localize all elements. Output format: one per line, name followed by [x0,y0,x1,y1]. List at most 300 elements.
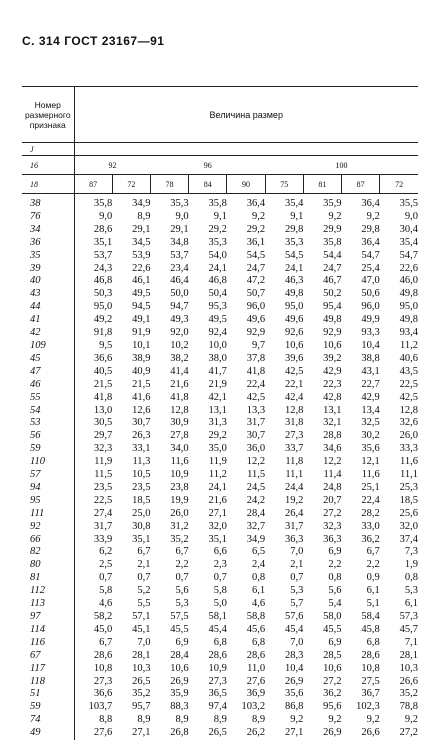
table-cell: 49,2 [74,314,112,327]
table-row [22,663,418,676]
table-cell: 5,0 [189,598,227,611]
table-cell: 24,8 [303,482,341,495]
table-cell: 32,7 [227,521,265,534]
row-key: 47 [22,366,74,379]
table-cell: 0,7 [112,572,150,585]
table-cell: 54,5 [227,250,265,263]
table-cell: 57,3 [380,611,418,624]
table-cell: 30,2 [342,430,380,443]
row-key: 54 [22,405,74,418]
table-cell: 27,1 [189,508,227,521]
table-cell: 27,6 [227,676,265,689]
table-cell: 28,4 [150,650,188,663]
table-cell: 2,4 [227,559,265,572]
table-cell: 32,3 [303,521,341,534]
row-key: 67 [22,650,74,663]
row-key: 94 [22,482,74,495]
table-row [22,701,418,714]
table-cell: 42,5 [227,392,265,405]
table-cell: 2,1 [265,559,303,572]
row-key: 82 [22,546,74,559]
table-row [22,301,418,314]
table-row [22,637,418,650]
page-header: С. 314 ГОСТ 23167—91 [22,34,164,48]
table-row [22,585,418,598]
table-cell: 27,8 [150,430,188,443]
table-cell: 34,9 [227,534,265,547]
table-cell: 50,2 [303,288,341,301]
table-cell: 43,1 [342,366,380,379]
table-cell: 13,1 [303,405,341,418]
table-cell: 26,9 [150,676,188,689]
table-cell: 46,8 [74,275,112,288]
table-cell: 6,5 [227,546,265,559]
row-key: 41 [22,314,74,327]
table-cell: 23,5 [112,482,150,495]
table-cell: 29,2 [227,224,265,237]
row-key: 51 [22,688,74,701]
table-cell: 35,5 [380,194,418,211]
table-cell: 26,5 [189,727,227,740]
table-cell: 10,5 [112,469,150,482]
table-cell: 41,4 [150,366,188,379]
table-cell: 0,7 [189,572,227,585]
table-cell: 92,9 [227,327,265,340]
table-row [22,714,418,727]
table-row [22,314,418,327]
table-cell: 42,9 [303,366,341,379]
table-cell: 36,6 [74,688,112,701]
table-cell: 0,7 [150,572,188,585]
table-cell: 8,9 [150,714,188,727]
table-cell: 9,0 [150,211,188,224]
row-key: 38 [22,194,74,211]
table-cell: 6,7 [112,546,150,559]
table-cell: 10,9 [189,663,227,676]
table-cell: 35,3 [189,237,227,250]
table-cell: 24,7 [303,263,341,276]
table-cell: 5,4 [303,598,341,611]
table-cell: 6,7 [74,637,112,650]
table-cell: 9,7 [227,340,265,353]
table-cell: 12,2 [303,456,341,469]
table-cell: 26,8 [150,727,188,740]
table-cell: 9,1 [265,211,303,224]
table-cell: 34,5 [112,237,150,250]
table-row [22,288,418,301]
table-cell: 53,9 [112,250,150,263]
row-key: 111 [22,508,74,521]
table-cell: 11,2 [380,340,418,353]
table-cell: 21,5 [112,379,150,392]
table-cell: 19,9 [150,495,188,508]
table-cell: 39,6 [265,353,303,366]
row-key: 76 [22,211,74,224]
table-cell: 11,1 [380,469,418,482]
table-cell: 10,4 [342,340,380,353]
table-cell: 6,8 [227,637,265,650]
table-row [22,353,418,366]
subcol-8: 87 [342,175,380,194]
table-cell: 102,3 [342,701,380,714]
table-cell: 35,6 [265,688,303,701]
table-cell: 8,9 [227,714,265,727]
table-cell: 35,0 [189,443,227,456]
table-cell: 12,8 [150,405,188,418]
table-cell: 32,3 [74,443,112,456]
table-cell: 38,2 [150,353,188,366]
table-cell: 35,2 [150,534,188,547]
table-cell: 103,7 [74,701,112,714]
row-key: 66 [22,534,74,547]
table-cell: 26,0 [380,430,418,443]
table-cell: 38,0 [189,353,227,366]
table-cell: 8,9 [189,714,227,727]
table-cell: 10,3 [112,663,150,676]
table-cell: 35,8 [189,194,227,211]
row-key: 36 [22,237,74,250]
table-cell: 24,4 [265,482,303,495]
table-cell: 11,6 [380,456,418,469]
table-cell: 22,6 [380,263,418,276]
group-100: 100 [265,156,418,175]
row-key: 112 [22,585,74,598]
row-key: 59 [22,701,74,714]
row-key: 109 [22,340,74,353]
table-cell: 31,7 [227,417,265,430]
table-cell: 24,1 [189,263,227,276]
table-cell: 10,8 [342,663,380,676]
table-cell: 39,2 [303,353,341,366]
table-cell: 57,1 [112,611,150,624]
row-j-label: J [22,143,74,156]
table-cell: 34,0 [150,443,188,456]
row-18-label: 18 [22,175,74,194]
table-cell: 45,0 [74,624,112,637]
row-key: 57 [22,469,74,482]
table-cell: 10,8 [74,663,112,676]
table-cell: 27,5 [342,676,380,689]
table-row [22,327,418,340]
table-cell: 27,3 [74,676,112,689]
table-cell: 21,5 [74,379,112,392]
table-cell: 50,0 [150,288,188,301]
table-cell: 10,6 [303,340,341,353]
table-cell: 28,3 [265,650,303,663]
table-cell: 41,8 [74,392,112,405]
table-cell: 10,1 [112,340,150,353]
table-row [22,250,418,263]
table-cell: 49,5 [112,288,150,301]
table-cell: 9,2 [227,211,265,224]
table-cell: 33,9 [74,534,112,547]
table-cell: 29,1 [150,224,188,237]
table-body [22,194,418,740]
table-cell: 9,2 [303,211,341,224]
table-cell: 24,2 [227,495,265,508]
table-cell: 35,2 [380,688,418,701]
table-cell: 54,0 [189,250,227,263]
table-cell: 27,6 [74,727,112,740]
table-cell: 41,6 [112,392,150,405]
table-cell: 22,6 [112,263,150,276]
row-16-label: 16 [22,156,74,175]
table-cell: 11,0 [227,663,265,676]
table-cell: 45,5 [303,624,341,637]
table-cell: 28,1 [380,650,418,663]
table-cell: 49,8 [380,314,418,327]
table-cell: 23,4 [150,263,188,276]
row-key: 118 [22,676,74,689]
table-cell: 28,2 [342,508,380,521]
table-cell: 95,7 [112,701,150,714]
table-cell: 5,5 [112,598,150,611]
table-row [22,508,418,521]
table-cell: 24,7 [227,263,265,276]
table-cell: 95,0 [74,301,112,314]
table-cell: 50,4 [189,288,227,301]
subcol-1: 87 [74,175,112,194]
table-row [22,546,418,559]
table-row [22,194,418,211]
table-cell: 7,3 [380,546,418,559]
table-cell: 103,2 [227,701,265,714]
table-cell: 11,3 [112,456,150,469]
row-key: 35 [22,250,74,263]
table-cell: 5,3 [150,598,188,611]
table-cell: 4,6 [74,598,112,611]
table-row [22,275,418,288]
table-cell: 26,6 [380,676,418,689]
table-cell: 22,5 [74,495,112,508]
table-row [22,417,418,430]
table-cell: 95,0 [265,301,303,314]
table-cell: 10,6 [303,663,341,676]
table-cell: 10,3 [380,663,418,676]
table-cell: 58,0 [303,611,341,624]
table-cell: 0,7 [74,572,112,585]
table-cell: 32,1 [303,417,341,430]
column-header-title: Величина размер [74,87,418,143]
table-cell: 9,1 [189,211,227,224]
table-cell: 35,1 [74,237,112,250]
table-cell: 9,0 [74,211,112,224]
table-cell: 97,4 [189,701,227,714]
table-cell: 57,5 [150,611,188,624]
table-cell: 10,6 [265,340,303,353]
table-cell: 10,0 [189,340,227,353]
row-key: 45 [22,353,74,366]
table-cell: 43,5 [380,366,418,379]
table-cell: 91,9 [112,327,150,340]
table-cell: 28,6 [74,650,112,663]
row-key: 80 [22,559,74,572]
table-cell: 49,9 [342,314,380,327]
row-key: 46 [22,379,74,392]
table-cell: 23,8 [150,482,188,495]
table-cell: 26,0 [150,508,188,521]
table-cell: 6,6 [189,546,227,559]
table-cell: 12,8 [380,405,418,418]
row-key: 44 [22,301,74,314]
table-cell: 5,8 [74,585,112,598]
table-cell: 0,7 [265,572,303,585]
row-key: 56 [22,430,74,443]
table-cell: 34,6 [303,443,341,456]
table-cell: 12,2 [227,456,265,469]
table-cell: 24,3 [74,263,112,276]
table-cell: 36,9 [227,688,265,701]
table-cell: 49,6 [227,314,265,327]
table-cell: 41,8 [227,366,265,379]
table-row [22,263,418,276]
table-cell: 27,2 [303,508,341,521]
table-cell: 42,5 [265,366,303,379]
table-cell: 1,9 [380,559,418,572]
table-cell: 49,8 [380,288,418,301]
table-row [22,237,418,250]
size-table [22,86,418,740]
table-cell: 49,1 [112,314,150,327]
table-cell: 28,5 [303,650,341,663]
table-cell: 8,8 [74,714,112,727]
table-cell: 41,8 [150,392,188,405]
table-row [22,624,418,637]
table-cell: 32,6 [380,417,418,430]
table-cell: 96,0 [342,301,380,314]
table-cell: 29,2 [189,224,227,237]
table-cell: 45,5 [150,624,188,637]
table-cell: 92,4 [189,327,227,340]
table-cell: 7,0 [265,546,303,559]
table-cell: 30,7 [227,430,265,443]
table-cell: 35,8 [303,237,341,250]
table-cell: 6,9 [303,637,341,650]
table-row [22,379,418,392]
table-row [22,224,418,237]
group-92: 92 [74,156,150,175]
table-cell: 12,8 [265,405,303,418]
table-cell: 94,7 [150,301,188,314]
table-cell: 24,1 [189,482,227,495]
table-cell: 12,6 [112,405,150,418]
subcol-2: 72 [112,175,150,194]
table-cell: 10,2 [150,340,188,353]
table-cell: 22,4 [342,495,380,508]
row-key: 55 [22,392,74,405]
table-cell: 28,6 [74,224,112,237]
table-cell: 37,8 [227,353,265,366]
table-cell: 93,4 [380,327,418,340]
row-key: 39 [22,263,74,276]
table-cell: 36,3 [303,534,341,547]
table-cell: 92,0 [150,327,188,340]
table-cell: 35,3 [150,194,188,211]
table-cell: 45,8 [342,624,380,637]
table-cell: 7,1 [380,637,418,650]
table-cell: 92,6 [265,327,303,340]
table-cell: 11,9 [74,456,112,469]
row-key: 34 [22,224,74,237]
row-key: 95 [22,495,74,508]
table-cell: 33,1 [112,443,150,456]
subcol-7: 81 [303,175,341,194]
table-cell: 26,9 [303,727,341,740]
table-cell: 96,0 [227,301,265,314]
table-cell: 22,3 [303,379,341,392]
table-cell: 11,9 [189,456,227,469]
table-cell: 23,5 [74,482,112,495]
subcol-3: 78 [150,175,188,194]
table-cell: 91,8 [74,327,112,340]
table-cell: 5,3 [265,585,303,598]
table-cell: 38,9 [112,353,150,366]
table-cell: 28,6 [342,650,380,663]
table-cell: 11,5 [227,469,265,482]
row-key: 110 [22,456,74,469]
table-cell: 58,1 [189,611,227,624]
table-cell: 6,1 [342,585,380,598]
table-cell: 28,4 [227,508,265,521]
table-row [22,456,418,469]
table-cell: 36,2 [303,688,341,701]
table-cell: 35,1 [189,534,227,547]
table-cell: 35,8 [74,194,112,211]
table-cell: 93,3 [342,327,380,340]
table-row [22,495,418,508]
table-cell: 18,5 [380,495,418,508]
table-row [22,405,418,418]
table-cell: 22,7 [342,379,380,392]
table-cell: 27,1 [265,727,303,740]
table-cell: 7,0 [265,637,303,650]
table-cell: 19,2 [265,495,303,508]
row-key: 40 [22,275,74,288]
table-cell: 49,8 [265,288,303,301]
table-cell: 31,2 [150,521,188,534]
table-cell: 27,3 [189,676,227,689]
subcol-5: 90 [227,175,265,194]
table-row [22,598,418,611]
table-cell: 25,4 [342,263,380,276]
table-cell: 9,2 [342,211,380,224]
row-key: 97 [22,611,74,624]
table-cell: 2,5 [74,559,112,572]
table-row [22,482,418,495]
table-cell: 35,2 [112,688,150,701]
table-cell: 24,1 [265,263,303,276]
table-cell: 58,2 [74,611,112,624]
table-cell: 86,8 [265,701,303,714]
table-cell: 47,0 [342,275,380,288]
row-key: 81 [22,572,74,585]
row-key: 116 [22,637,74,650]
table-cell: 8,9 [112,714,150,727]
table-cell: 34,8 [150,237,188,250]
table-cell: 5,2 [112,585,150,598]
table-row [22,534,418,547]
table-cell: 9,2 [303,714,341,727]
table-cell: 36,4 [342,237,380,250]
table-cell: 35,9 [303,194,341,211]
table-cell: 28,6 [227,650,265,663]
table-cell: 37,4 [380,534,418,547]
table-cell: 50,6 [342,288,380,301]
table-cell: 31,7 [265,521,303,534]
table-cell: 6,7 [150,546,188,559]
table-cell: 32,0 [189,521,227,534]
table-cell: 53,7 [150,250,188,263]
